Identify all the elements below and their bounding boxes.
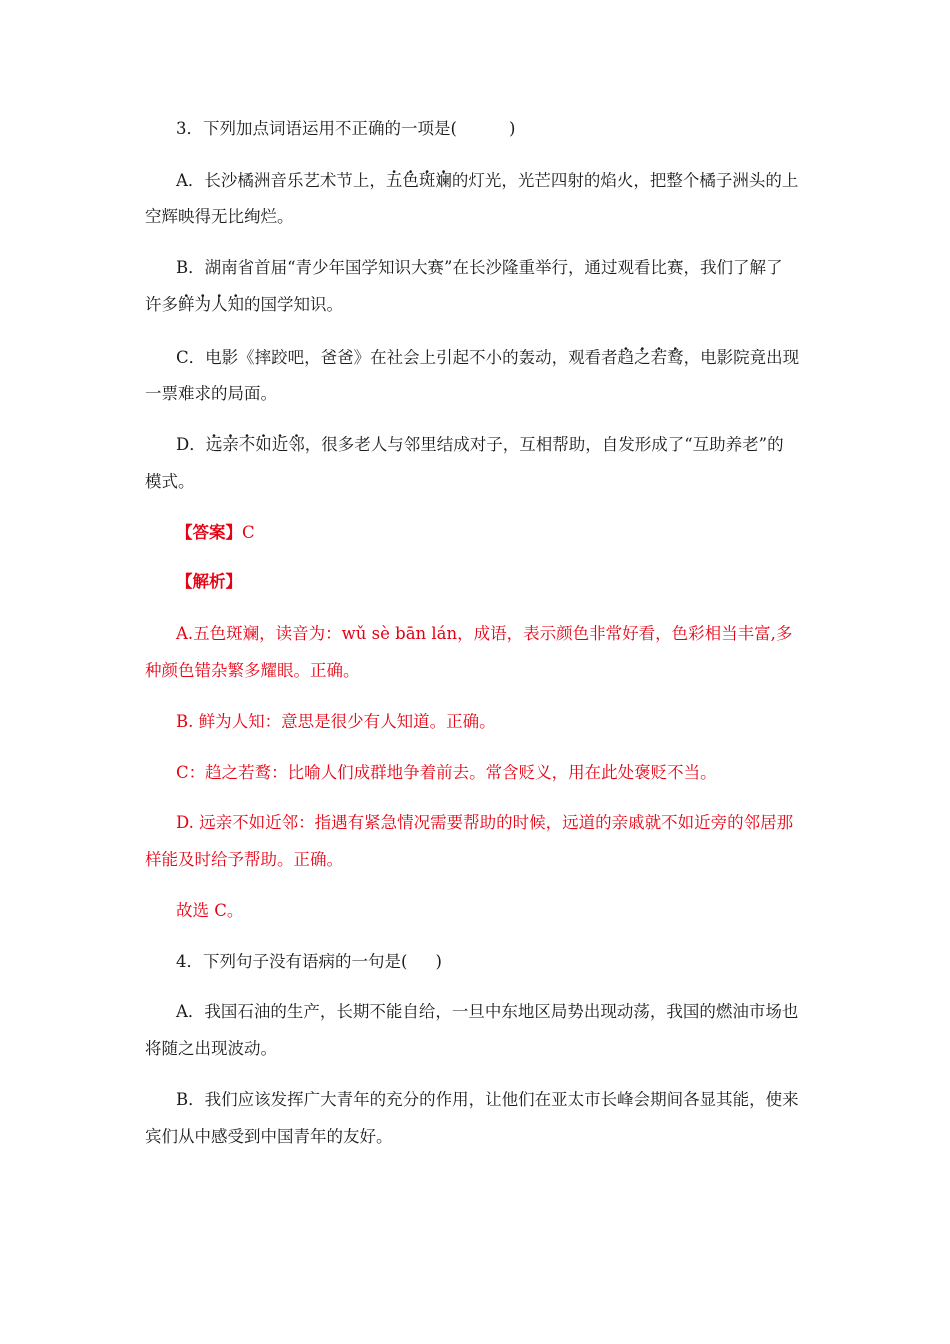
emphasis-char: 之	[634, 348, 651, 367]
analysis-conclusion: 故选 C。	[176, 901, 244, 920]
analysis-d-line1: D. 远亲不如近邻：指遇有紧急情况需要帮助的时候，远道的亲戚就不如近旁的邻居那	[176, 813, 794, 832]
emphasis-char: 五	[385, 171, 403, 190]
q3-option-a-line2: 空辉映得无比绚烂。	[145, 207, 294, 226]
emphasis-char: 远	[205, 435, 223, 454]
analysis-a-line1: A.五色斑斓，读音为：wǔ sè bān lán，成语，表示颜色非常好看，色彩相当丰富,多	[176, 624, 793, 643]
q4-option-b-line2: 宾们从中感受到中国青年的友好。	[145, 1127, 393, 1146]
emphasis-char: 斓	[435, 171, 452, 190]
emphasis-char: 为	[194, 295, 211, 314]
q3-option-c-line2: 一票难求的局面。	[145, 384, 277, 403]
emphasis-char: 邻	[288, 435, 305, 454]
emphasis-char: 知	[227, 295, 244, 314]
emphasis-char: 鲜	[178, 295, 195, 314]
q3-option-b-line1: B．湖南省首届“青少年国学知识大赛”在长沙隆重举行，通过观看比赛，我们了解了	[176, 258, 783, 277]
q4-option-a-line2: 将随之出现波动。	[145, 1039, 277, 1058]
emphasis-char: 如	[255, 435, 272, 454]
emphasis-char: 亲	[222, 435, 239, 454]
q4-option-b-line1: B．我们应该发挥广大青年的充分的作用，让他们在亚太市长峰会期间各显其能，使来	[176, 1090, 799, 1109]
answer-label: 【答案】	[176, 523, 242, 542]
emphasis-char: 人	[211, 295, 228, 314]
q4-option-a-line1: A．我国石油的生产，长期不能自给，一旦中东地区局势出现动荡，我国的燃油市场也	[176, 1002, 799, 1021]
analysis-a-line2: 种颜色错杂繁多耀眼。正确。	[145, 661, 360, 680]
question-3-stem: 3．下列加点词语运用不正确的一项是( )	[176, 119, 516, 138]
emphasis-char: 近	[271, 435, 289, 454]
emphasis-char: 鹜	[667, 348, 684, 367]
emphasis-char: 色	[402, 171, 419, 190]
q3-option-a-line1: A．长沙橘洲音乐艺术节上，五色斑斓的灯光，光芒四射的焰火，把整个橘子洲头的上	[176, 171, 799, 190]
analysis-d-line2: 样能及时给予帮助。正确。	[145, 850, 343, 869]
q3-option-c-line1: C．电影《摔跤吧，爸爸》在社会上引起不小的轰动，观看者趋之若鹜，电影院竟出现	[176, 348, 800, 367]
q3-option-b-line2: 许多鲜为人知的国学知识。	[145, 295, 343, 314]
q3-option-d-line1: D．远亲不如近邻，很多老人与邻里结成对子，互相帮助，自发形成了“互助养老”的	[176, 435, 784, 454]
emphasis-char: 趋	[617, 348, 635, 367]
analysis-b: B. 鲜为人知：意思是很少有人知道。正确。	[176, 712, 496, 731]
answer-line	[176, 521, 255, 545]
question-4-stem: 4．下列句子没有语病的一句是( )	[176, 952, 442, 971]
answer-value: C	[242, 523, 255, 542]
q3-option-d-line2: 模式。	[145, 472, 195, 491]
emphasis-char: 不	[238, 435, 256, 454]
emphasis-char: 若	[650, 348, 668, 367]
analysis-label: 【解析】	[176, 572, 242, 591]
analysis-c: C：趋之若鹜：比喻人们成群地争着前去。常含贬义，用在此处褒贬不当。	[176, 763, 717, 782]
emphasis-char: 斑	[418, 171, 436, 190]
